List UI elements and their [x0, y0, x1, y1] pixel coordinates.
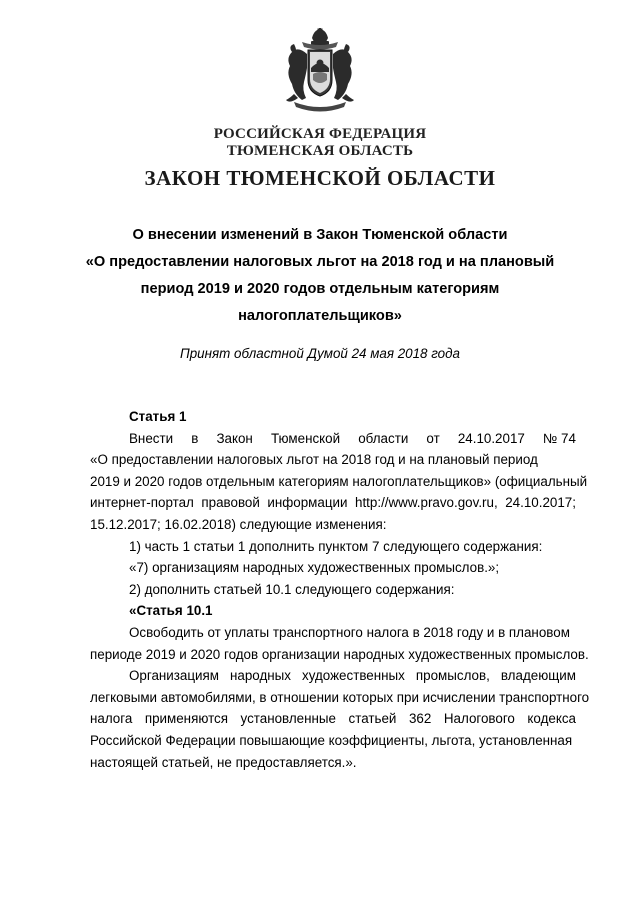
law-subject — [70, 222, 570, 330]
word: интернет-портал — [90, 495, 194, 511]
justified-line — [90, 665, 576, 687]
quoted-text: «7) организациям народных художественных промыслов.»; — [129, 560, 500, 576]
word: области — [358, 430, 409, 446]
word: информации — [267, 495, 348, 511]
word: художественных — [302, 668, 405, 684]
word: налога — [90, 711, 133, 727]
word: промыслов, — [415, 668, 490, 684]
list-item: 2) дополнить статьей 10.1 следующего содержания: — [129, 581, 455, 597]
text-line: Освободить от уплаты транспортного налога в 2018 году и в плановом — [129, 624, 570, 640]
word: № 74 — [542, 430, 576, 446]
word: Организациям — [129, 668, 219, 684]
justified-line — [90, 492, 576, 514]
word: 24.10.2017; — [505, 495, 576, 511]
text-line: легковыми автомобилями, в отношении которых при исчислении транспортного — [90, 689, 590, 705]
word: Внести — [129, 430, 174, 446]
word: Налогового — [443, 711, 515, 727]
adoption-note: Принят областной Думой 24 мая 2018 года — [180, 346, 460, 361]
subject-line: период 2019 и 2020 годов отдельным категориям — [140, 281, 500, 297]
text-line: «О предоставлении налоговых льгот на 2018 год и на плановый период — [90, 452, 538, 468]
word: в — [191, 430, 199, 446]
text-line: 15.12.2017; 16.02.2018) следующие изменения: — [90, 516, 387, 532]
text-line: 2019 и 2020 годов отдельным категориям налогоплательщиков» (официальный — [90, 473, 588, 489]
word: 362 — [408, 711, 432, 727]
law-body — [90, 406, 590, 773]
text-line: Российской Федерации повышающие коэффициенты, льгота, установленная — [90, 732, 573, 748]
text-line: периоде 2019 и 2020 годов организации народных художественных промыслов. — [90, 646, 589, 662]
word: Закон — [216, 430, 253, 446]
link-text: http://www.pravo.gov.ru, — [355, 495, 498, 511]
word: применяются — [144, 711, 228, 727]
justified-line — [90, 708, 576, 730]
word: правовой — [201, 495, 260, 511]
list-item: 1) часть 1 статьи 1 дополнить пунктом 7 следующего содержания: — [129, 538, 543, 554]
subject-line: О внесении изменений в Закон Тюменской области — [132, 227, 508, 243]
word: народных — [230, 668, 291, 684]
coat-of-arms-emblem — [280, 28, 360, 113]
country-name: РОССИЙСКАЯ ФЕДЕРАЦИЯ — [213, 126, 427, 142]
law-title: ЗАКОН ТЮМЕНСКОЙ ОБЛАСТИ — [144, 166, 496, 190]
word: Тюменской — [270, 430, 341, 446]
article-heading: «Статья 10.1 — [129, 603, 213, 619]
justified-line — [90, 428, 576, 450]
subject-line: налогоплательщиков» — [238, 308, 402, 324]
subject-line: «О предоставлении налоговых льгот на 2018 год и на плановый — [85, 254, 555, 270]
word: кодекса — [527, 711, 576, 727]
word: владеющим — [500, 668, 576, 684]
word: от — [426, 430, 440, 446]
text-line: настоящей статьей, не предоставляется.». — [90, 754, 357, 770]
word: 24.10.2017 — [457, 430, 525, 446]
region-name: ТЮМЕНСКАЯ ОБЛАСТЬ — [226, 143, 414, 159]
word: статьей — [348, 711, 397, 727]
word: установленные — [240, 711, 336, 727]
article-heading: Статья 1 — [129, 409, 187, 424]
